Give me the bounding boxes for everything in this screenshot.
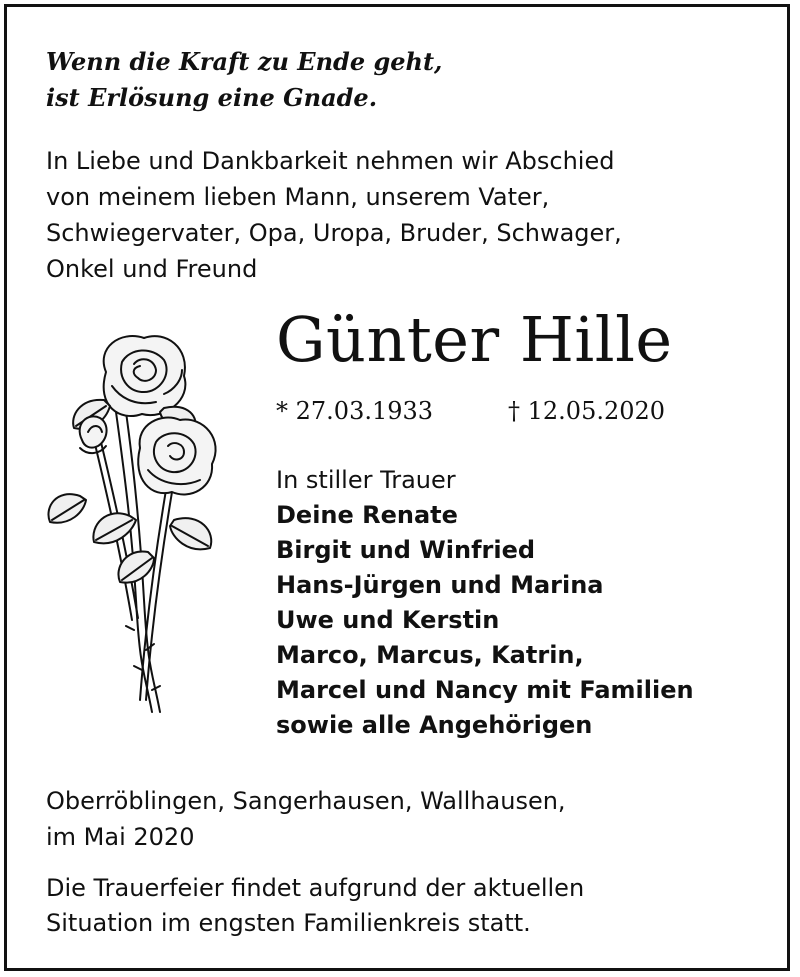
- motto-line: Wenn die Kraft zu Ende geht,: [46, 47, 443, 76]
- birth-date: * 27.03.1933: [276, 397, 434, 425]
- life-dates: [276, 394, 666, 428]
- location-and-date: [46, 783, 566, 855]
- rose-icon: [44, 320, 220, 722]
- mourner-name: Uwe und Kerstin: [276, 606, 500, 634]
- deceased-name: Günter Hille: [276, 303, 673, 376]
- location-line: Oberröblingen, Sangerhausen, Wallhausen,: [46, 787, 566, 815]
- intro-line: Schwiegervater, Opa, Uropa, Bruder, Schwager,: [46, 219, 622, 247]
- mourner-name: Marcel und Nancy mit Familien: [276, 676, 694, 704]
- intro-line: In Liebe und Dankbarkeit nehmen wir Abschied: [46, 147, 615, 175]
- motto: [46, 44, 442, 116]
- mourners-intro: In stiller Trauer: [276, 466, 456, 494]
- notice-line: Die Trauerfeier findet aufgrund der aktuellen: [46, 874, 585, 902]
- mourner-name: Birgit und Winfried: [276, 536, 536, 564]
- notice-line: Situation im engsten Familienkreis statt.: [46, 909, 531, 937]
- intro-text: [46, 143, 622, 287]
- mourner-name: Marco, Marcus, Katrin,: [276, 641, 584, 669]
- intro-line: Onkel und Freund: [46, 255, 258, 283]
- location-line: im Mai 2020: [46, 823, 195, 851]
- intro-line: von meinem lieben Mann, unserem Vater,: [46, 183, 550, 211]
- mourner-list: [276, 498, 694, 743]
- mourners-block: [276, 463, 694, 743]
- death-date: † 12.05.2020: [508, 397, 666, 425]
- mourner-name: Deine Renate: [276, 501, 458, 529]
- funeral-notice: [46, 871, 584, 941]
- mourner-name: Hans-Jürgen und Marina: [276, 571, 604, 599]
- mourner-name: sowie alle Angehörigen: [276, 711, 593, 739]
- motto-line: ist Erlösung eine Gnade.: [46, 83, 378, 112]
